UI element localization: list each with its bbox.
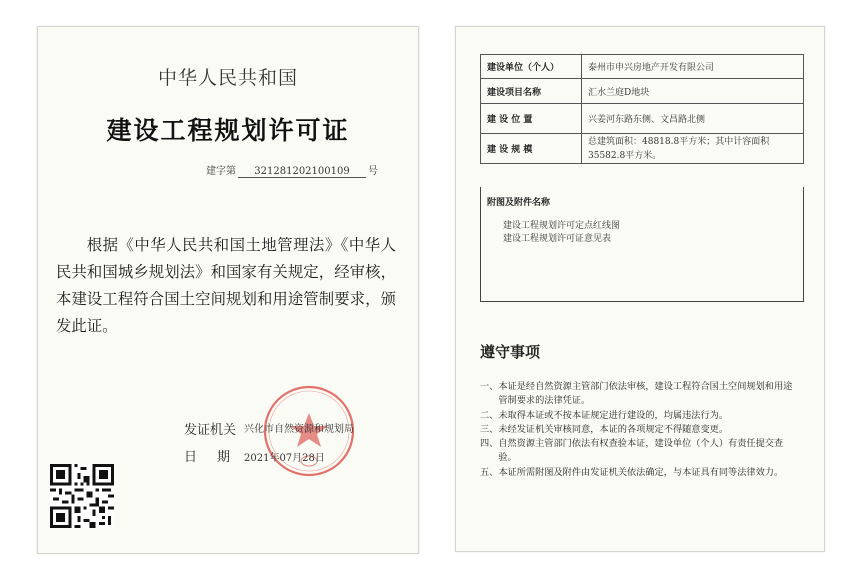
list-item: 一、 本证是经自然资源主管部门依法审核，建设工程符合国土空间规划和用途管制要求的法律凭证。 (480, 381, 793, 407)
country-heading: 中华人民共和国 (157, 67, 298, 89)
table-row (481, 104, 804, 134)
table-row (481, 55, 804, 79)
certificate-number-prefix: 建字第 (206, 166, 236, 177)
date-value: 2021年07月28日 (244, 453, 325, 464)
certificate-left-page (37, 26, 419, 554)
qr-code-icon (50, 464, 114, 528)
table-row (481, 79, 804, 104)
certificate-title: 建设工程规划许可证 (106, 116, 350, 145)
list-item: 三、 未经发证机关审核同意，本证的各项规定不得随意变更。 (480, 423, 729, 435)
attachment-item: 建设工程规划许可定点红线图 (503, 221, 621, 231)
certificate-number: 321281202100109 (238, 166, 366, 178)
notes-list (480, 380, 798, 480)
table-key: 建 设 规 模 (481, 134, 582, 164)
project-info-table (480, 54, 804, 164)
table-key: 建设单位（个人） (481, 55, 582, 79)
list-item: 二、 未取得本证或不按本证规定进行建设的，均属违法行为。 (480, 409, 729, 421)
issuer-value: 兴化市自然资源和规划局 (244, 424, 354, 435)
certificate-number-row (206, 162, 378, 178)
table-key: 建设项目名称 (481, 79, 582, 104)
date-label: 日期 (184, 450, 251, 465)
table-row (481, 134, 804, 164)
certificate-right-page (455, 26, 825, 552)
list-item: 五、 本证所需附图及附件由发证机关依法确定，与本证具有同等法律效力。 (480, 466, 784, 478)
certificate-body-text: 根据《中华人民共和国土地管理法》《中华人民共和国城乡规划法》和国家有关规定，经审核，本建设工程符合国土空间规划和用途管制要求，颁发此证。 (56, 236, 396, 335)
table-value: 兴姜河东路东侧、文昌路北侧 (582, 104, 804, 134)
attachment-item: 建设工程规划许可证意见表 (503, 234, 612, 244)
table-value: 泰州市申兴房地产开发有限公司 (582, 55, 804, 79)
notes-title: 遵守事项 (480, 343, 541, 361)
attachments-box (480, 187, 804, 302)
issuer-label: 发证机关 (184, 423, 237, 438)
table-key: 建 设 位 置 (481, 104, 582, 134)
list-item: 四、 自然资源主管部门依法有权查验本证，建设单位（个人）有责任提交查验。 (480, 438, 784, 464)
certificate-number-suffix: 号 (368, 166, 378, 177)
attachments-title: 附图及附件名称 (487, 198, 551, 208)
table-value: 总建筑面积：48818.8平方米；其中计容面积35582.8平方米。 (582, 134, 804, 164)
table-value: 汇水兰庭D地块 (582, 79, 804, 104)
